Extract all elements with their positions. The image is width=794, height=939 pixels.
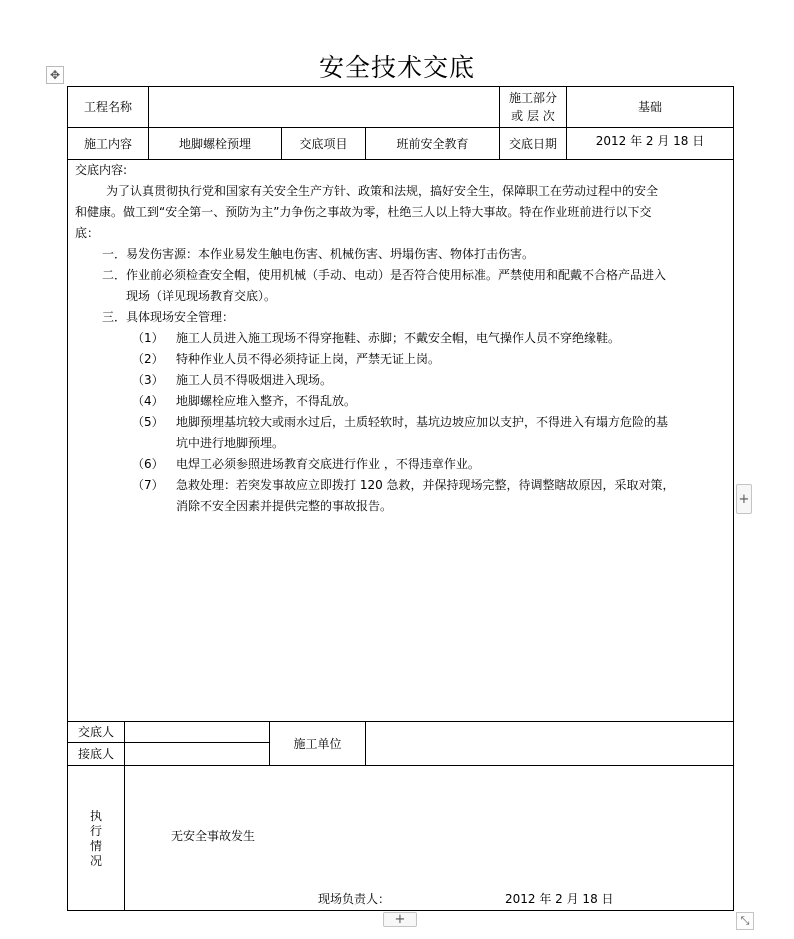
project-name-label: 工程名称 <box>83 100 132 114</box>
section-2-line-2: 现场（详见现场教育交底）。 <box>126 289 277 303</box>
unit-value[interactable] <box>366 722 733 765</box>
section-1: 一．易发伤害源：本作业易发生触电伤害、机械伤害、坍塌伤害、物体打击伤害。 <box>102 247 535 261</box>
item-4-text: 地脚螺栓应堆入整齐，不得乱放。 <box>176 394 357 408</box>
item-7-num: （7） <box>132 478 164 492</box>
giver-label: 交底人 <box>77 725 114 739</box>
item-4-num: （4） <box>132 394 164 408</box>
item-5-text-line-2: 坑中进行地脚预埋。 <box>176 436 285 450</box>
item-7-text-line-1: 急救处理：若突发事故应立即拨打 120 急救，并保持现场完整，待调整瞎故原因，采取对策， <box>176 478 675 492</box>
section-2-line-1: 二．作业前必须检查安全帽，使用机械（手动、电动）是否符合使用标准。严禁使用和配戴不合格产品进入 <box>102 268 667 282</box>
table-resize-icon[interactable]: ⤡ <box>736 912 754 930</box>
responsible-label: 现场负责人： <box>318 892 391 906</box>
item-2-text: 特种作业人员不得必须持证上岗，严禁无证上岗。 <box>176 352 441 366</box>
intro-line-3: 底： <box>75 226 100 240</box>
item-7-text-line-2: 消除不安全因素并提供完整的事故报告。 <box>176 499 393 513</box>
item-1-num: （1） <box>132 331 164 345</box>
section-3: 三．具体现场安全管理： <box>102 310 235 324</box>
content-heading: 交底内容: <box>75 163 128 177</box>
table-move-icon[interactable]: ✥ <box>46 66 64 84</box>
item-label: 交底项目 <box>299 136 348 151</box>
exec-value[interactable]: 无安全事故发生 <box>171 829 256 843</box>
intro-line-2: 和健康。做工到“安全第一、预防为主”力争伤之事故为零，杜绝三人以上特大事故。特在作业班前进行以下交 <box>75 205 652 219</box>
item-3-num: （3） <box>132 373 164 387</box>
exec-label-char-3: 情 <box>89 839 102 853</box>
giver-value[interactable] <box>125 722 269 742</box>
document-title: 安全技术交底 <box>318 53 475 82</box>
item-6-num: （6） <box>132 457 164 471</box>
intro-line-1: 为了认真贯彻执行党和国家有关安全生产方针、政策和法规，搞好安全生，保障职工在劳动过程中的安全 <box>106 184 659 198</box>
item-1-text: 施工人员进入施工现场不得穿拖鞋、赤脚；不戴安全帽，电气操作人员不穿绝缘鞋。 <box>176 331 621 345</box>
exec-label-char-4: 况 <box>89 854 102 868</box>
part-label-line2: 或 层 次 <box>511 109 555 123</box>
item-5-text-line-1: 地脚预埋基坑较大或雨水过后，土质轻软时，基坑边坡应加以支护，不得进入有塌方危险的基 <box>176 415 669 429</box>
item-6-text: 电焊工必须参照进场教育交底进行作业 ，不得违章作业。 <box>176 457 480 471</box>
item-5-num: （5） <box>132 415 164 429</box>
receiver-label: 接底人 <box>77 747 114 761</box>
part-label-line1: 施工部分 <box>508 91 557 105</box>
date-label: 交底日期 <box>508 136 557 151</box>
project-name-value[interactable] <box>149 87 499 127</box>
exec-label-char-1: 执 <box>89 809 102 823</box>
responsible-date[interactable]: 2012 年 2 月 18 日 <box>505 892 614 906</box>
add-row-icon[interactable]: + <box>383 912 417 927</box>
exec-label-char-2: 行 <box>89 824 102 838</box>
date-value[interactable]: 2012 年 2 月 18 日 <box>595 134 705 148</box>
item-2-num: （2） <box>132 352 164 366</box>
exec-label <box>89 809 103 869</box>
unit-label: 施工单位 <box>293 736 342 751</box>
part-value[interactable]: 基础 <box>637 100 662 114</box>
content-value[interactable]: 地脚螺栓预埋 <box>178 136 251 151</box>
receiver-value[interactable] <box>125 743 269 765</box>
item-3-text: 施工人员不得吸烟进入现场。 <box>176 373 333 387</box>
content-label: 施工内容 <box>83 136 132 151</box>
add-column-icon[interactable]: + <box>736 484 752 514</box>
disclosure-table <box>67 86 734 911</box>
part-label <box>500 87 566 127</box>
item-value[interactable]: 班前安全教育 <box>396 136 469 151</box>
